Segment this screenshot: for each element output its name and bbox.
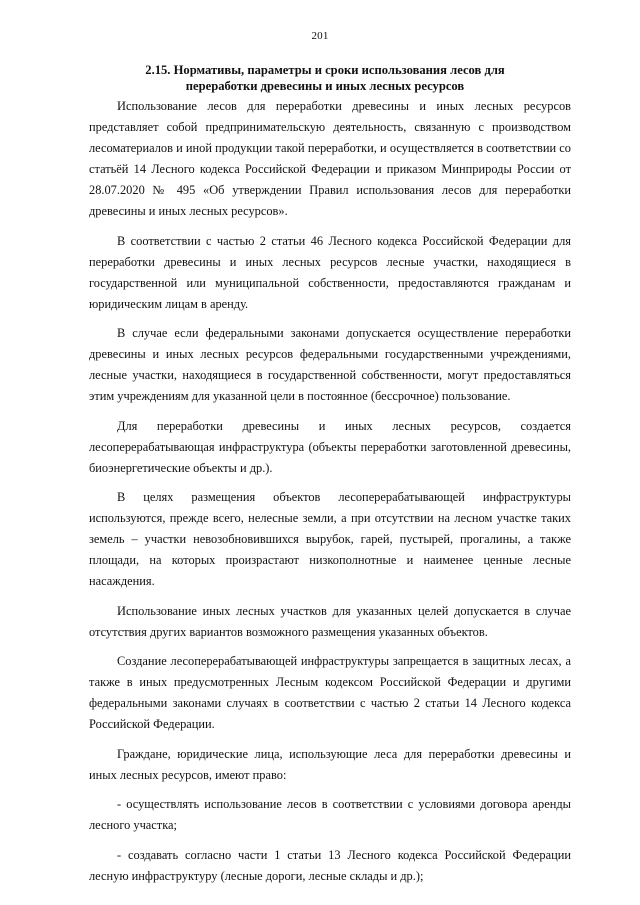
paragraph-other-plots: Использование иных лесных участков для указанных целей допускается в случае отсутствия других вариантов возможного размещения указанных объектов. <box>89 603 571 639</box>
list-item-right-lease: - осуществлять использование лесов в соответствии с условиями договора аренды лесного участка; <box>89 797 571 832</box>
paragraph-usage-definition: Использование лесов для переработки древесины и иных лесных ресурсов представляет собой предпринимательскую деятельность, связанную с производством лесоматериалов и иной продукции такой переработки, и осуществляется в соответствии со статьёй 14 Лесного кодекса Российской Федерации и приказом Минприроды России от 28.07.2020 № 495 «Об утверждении Правил использования лесов для переработки древесины и иных лесных ресурсов». <box>89 99 571 218</box>
paragraph-lease-provision: В соответствии с частью 2 статьи 46 Лесного кодекса Российской Федерации для переработки древесины и иных лесных ресурсов лесные участки, находящиеся в государственной или муниципальной собственности, предоставляются гражданам и юридическим лицам в аренду. <box>89 233 571 311</box>
paragraph-permanent-use: В случае если федеральными законами допускается осуществление переработки древесины и иных лесных ресурсов федеральными государственными учреждениями, лесные участки, находящиеся в государственной собственности, могут предоставляться этим учреждениям для указанной цели в постоянное (бессрочное) пользование. <box>89 326 571 403</box>
list-item-right-infrastructure: - создавать согласно части 1 статьи 13 Лесного кодекса Российской Федерации лесную инфраструктуру (лесные дороги, лесные склады и др.); <box>89 847 571 883</box>
paragraph-rights-intro: Граждане, юридические лица, использующие леса для переработки древесины и иных лесных ресурсов, имеют право: <box>89 746 571 782</box>
body-text <box>89 96 571 895</box>
paragraph-infrastructure: Для переработки древесины и иных лесных ресурсов, создается лесоперерабатывающая инфраструктура (объекты переработки заготовленной древесины, биоэнергетические объекты и др.). <box>89 418 571 475</box>
page-number: 201 <box>311 30 329 42</box>
paragraph-prohibition: Создание лесоперерабатывающей инфраструктуры запрещается в защитных лесах, а также в иных предусмотренных Лесным кодексом Российской Федерации и другими федеральными законами случаях в соответствии с частью 2 статьи 14 Лесного кодекса Российской Федерации. <box>89 654 571 731</box>
section-heading-line-1: 2.15. Нормативы, параметры и сроки использования лесов для <box>145 63 505 77</box>
section-heading <box>100 62 550 94</box>
section-heading-line-2: переработки древесины и иных лесных ресурсов <box>185 79 465 93</box>
paragraph-land-placement: В целях размещения объектов лесоперерабатывающей инфраструктуры используются, прежде всего, нелесные земли, а при отсутствии на лесном участке таких земель – участки невозобновившихся вырубок, гарей, пустырей, прогалины, а также площади, на которых произрастают низкополнотные и наименее ценные лесные насаждения. <box>89 490 571 588</box>
